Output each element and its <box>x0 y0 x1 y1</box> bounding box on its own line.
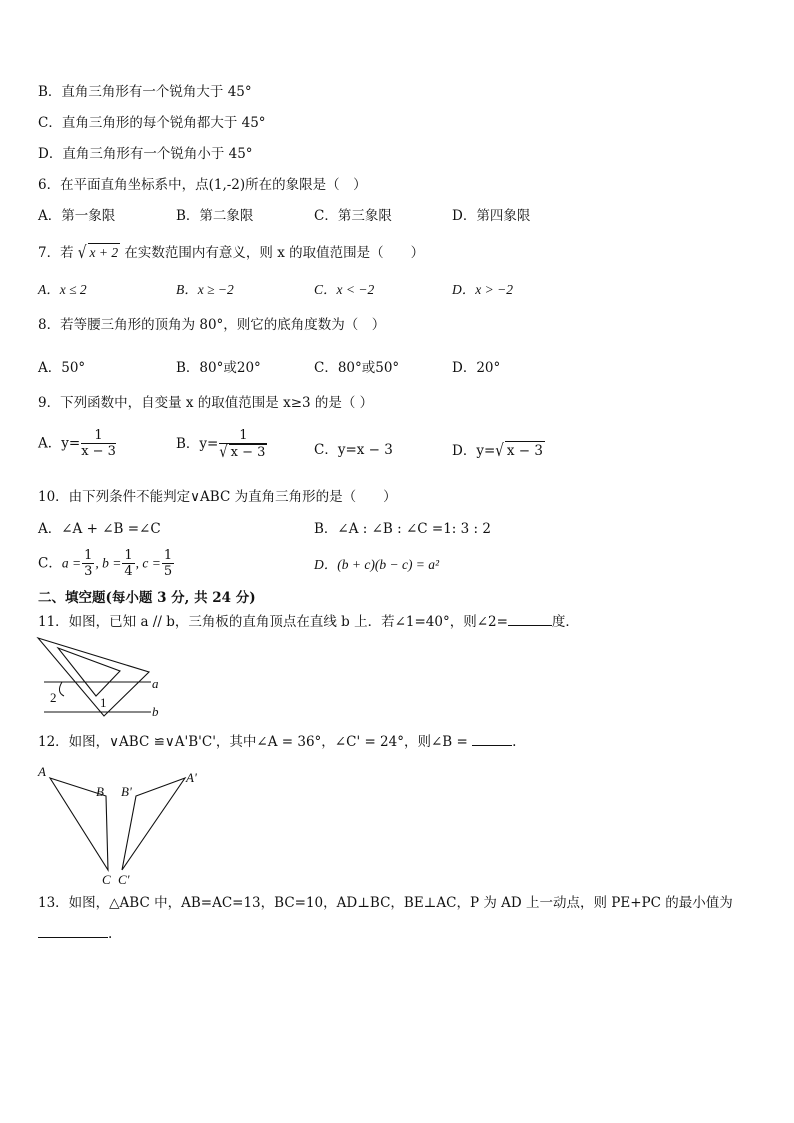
q9-option-c: C．y=x − 3 <box>314 442 393 458</box>
q6-option-d: D．第四象限 <box>452 208 531 224</box>
radical-sign-icon: √ <box>77 243 87 263</box>
q11-stem <box>38 613 579 631</box>
q7-radicand: x + 2 <box>89 245 119 260</box>
q11-angle-2-arc <box>59 682 64 696</box>
q8-option-b: B．80°或20° <box>176 360 261 376</box>
q13-answer-line <box>38 925 112 943</box>
q12-answer-blank[interactable] <box>472 745 512 746</box>
q13-stem: 13．如图，△ABC 中，AB=AC=13，BC=10，AD⊥BC，BE⊥AC，P 为 AD 上一动点，则 PE+PC 的最小值为 <box>38 895 733 911</box>
q10-stem: 10．由下列条件不能判定∨ABC 为直角三角形的是（ ） <box>38 489 397 505</box>
q7-suffix: 在实数范围内有意义，则 x 的取值范围是（ ） <box>124 245 425 261</box>
section-heading-fill-blank: 二、填空题(每小题 3 分, 共 24 分) <box>38 590 256 606</box>
q7-option-c: C．x < −2 <box>314 282 375 297</box>
q6-stem: 6．在平面直角坐标系中，点(1,-2)所在的象限是（ ） <box>38 177 367 193</box>
q10-option-c-c-denominator: 5 <box>163 564 173 579</box>
q12-figure <box>34 760 214 888</box>
q10-option-c-c-numerator: 1 <box>163 548 173 563</box>
q7-option-d: D．x > −2 <box>452 282 513 297</box>
q9-option-b-label: B．y= <box>176 436 219 452</box>
q7-option-a: A．x ≤ 2 <box>38 282 87 297</box>
q6-option-b: B．第二象限 <box>176 208 254 224</box>
q11-stem-b: 度． <box>551 614 579 630</box>
radical-sign-icon: √ <box>495 441 504 461</box>
q9-option-a <box>38 428 117 459</box>
q7-stem <box>38 243 424 262</box>
q7-option-b: B．x ≥ −2 <box>176 282 234 297</box>
q12-stem-b: . <box>512 734 517 750</box>
q9-option-d <box>452 441 545 460</box>
q10-option-c-b-denominator: 4 <box>124 564 133 579</box>
radical-sign-icon: √ <box>219 443 228 462</box>
q9-option-b-numerator: 1 <box>219 428 267 444</box>
q12-stem-a: 12．如图，∨ABC ≌∨A'B'C'，其中∠A = 36°，∠C' = 24°，则∠B = <box>38 734 468 750</box>
q6-option-c: C．第三象限 <box>314 208 392 224</box>
q9-option-d-label: D．y= <box>452 443 496 459</box>
q13-answer-blank[interactable] <box>38 937 108 938</box>
q9-option-b-denominator: x − 3 <box>230 445 266 460</box>
q10-option-c-a-denominator: 3 <box>84 564 93 579</box>
q8-stem: 8．若等腰三角形的顶角为 80°，则它的底角度数为（ ） <box>38 317 386 333</box>
q10-option-c-b: , b = <box>95 555 122 571</box>
q9-option-a-denominator: x − 3 <box>81 444 116 459</box>
q13-end: . <box>108 926 113 942</box>
q12-label-a: A <box>38 764 46 779</box>
q12-stem <box>38 733 516 751</box>
q12-label-b-prime: B' <box>121 784 132 799</box>
q11-label-b: b <box>152 704 159 718</box>
q11-answer-blank[interactable] <box>508 625 552 626</box>
q10-option-c-c: , c = <box>135 555 161 571</box>
q10-option-c-a: a = <box>61 555 82 571</box>
q11-label-a: a <box>152 676 159 691</box>
q5-option-d: D．直角三角形有一个锐角小于 45° <box>38 146 253 162</box>
q12-label-c: C <box>102 872 111 887</box>
q11-stem-a: 11．如图，已知 a // b，三角板的直角顶点在直线 b 上．若∠1=40°，则∠2= <box>38 614 508 630</box>
q5-option-b: B．直角三角形有一个锐角大于 45° <box>38 84 252 100</box>
q9-option-a-numerator: 1 <box>81 428 116 444</box>
q10-option-c-label: C． <box>38 555 62 572</box>
q7-prefix: 7．若 <box>38 245 74 261</box>
q9-option-a-label: A．y= <box>38 435 81 452</box>
q10-option-c <box>38 548 175 579</box>
q10-option-c-b-numerator: 1 <box>124 548 133 563</box>
q11-label-1: 1 <box>100 695 107 710</box>
q10-option-b: B．∠A : ∠B : ∠C =1: 3 : 2 <box>314 521 491 537</box>
q8-option-c: C．80°或50° <box>314 360 400 376</box>
q10-option-c-a-numerator: 1 <box>84 548 93 563</box>
q9-option-d-radicand: x − 3 <box>506 443 543 459</box>
q12-label-c-prime: C' <box>118 872 130 887</box>
q10-option-a: A．∠A + ∠B =∠C <box>38 521 161 537</box>
q5-option-c: C．直角三角形的每个锐角都大于 45° <box>38 115 266 131</box>
q9-option-b <box>176 428 268 460</box>
q6-option-a: A．第一象限 <box>38 208 116 224</box>
q12-label-a-prime: A' <box>186 770 197 785</box>
q10-option-d: D．(b + c)(b − c) = a² <box>314 557 440 572</box>
q11-figure <box>36 634 166 718</box>
q9-stem: 9．下列函数中，自变量 x 的取值范围是 x≥3 的是（ ） <box>38 395 374 411</box>
q11-label-2: 2 <box>50 690 57 705</box>
q8-option-a: A．50° <box>38 360 86 376</box>
q12-label-b: B <box>96 784 104 799</box>
q8-option-d: D．20° <box>452 360 501 376</box>
